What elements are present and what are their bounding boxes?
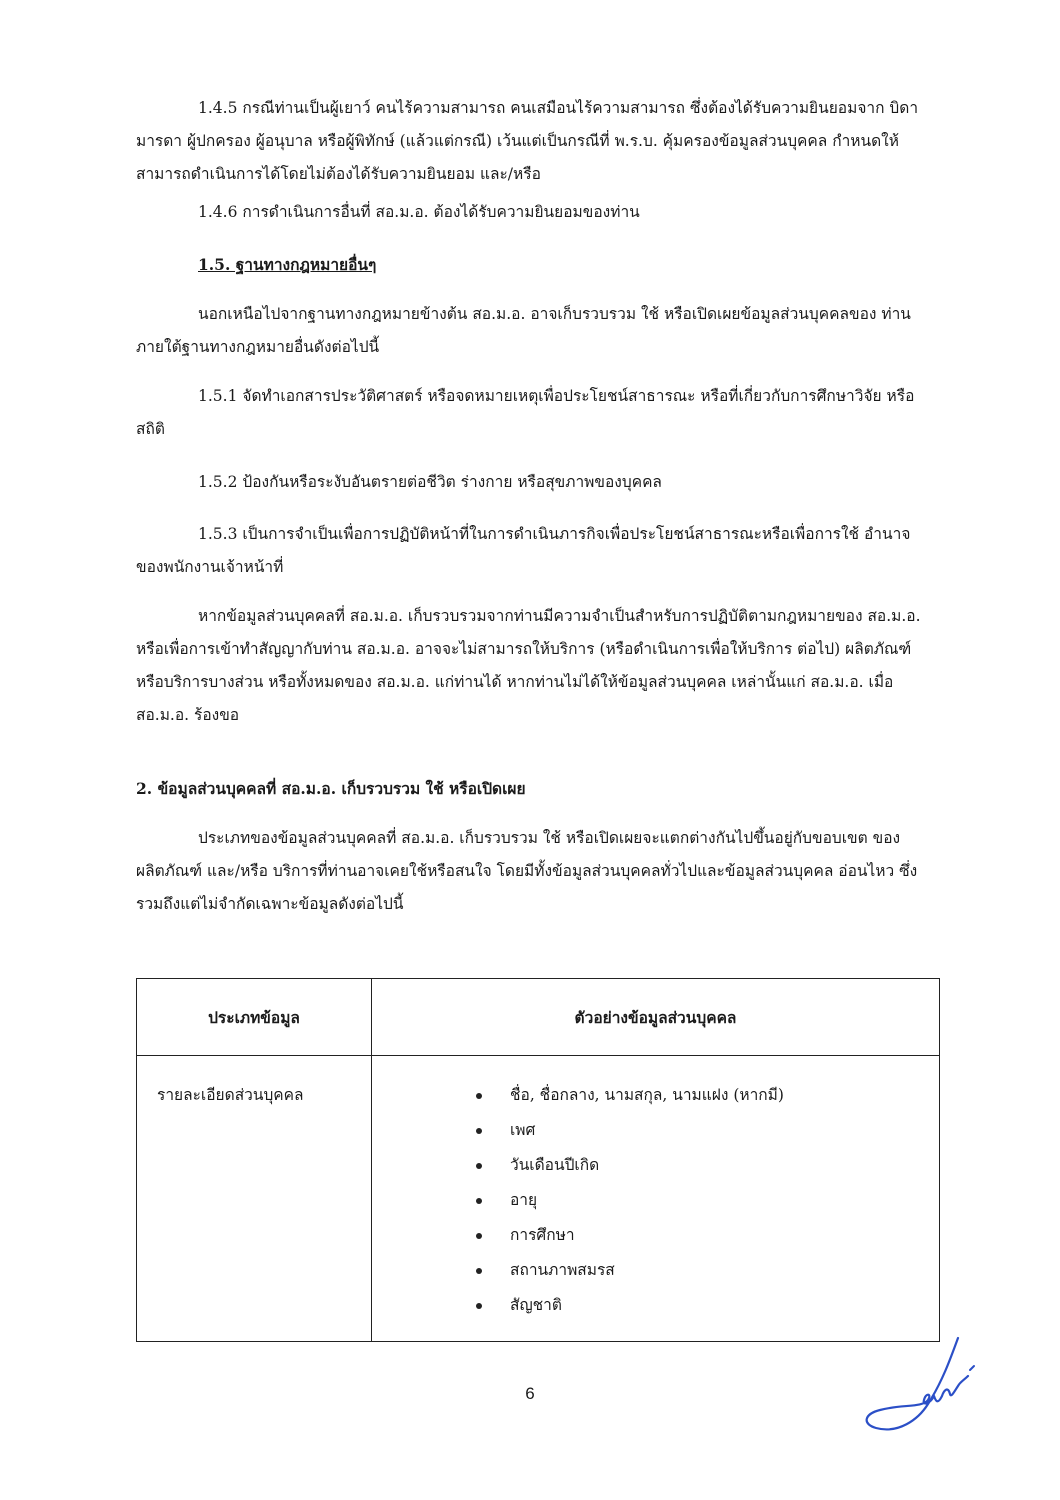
paragraph-section-2-intro: ประเภทของข้อมูลส่วนบุคคลที่ สอ.ม.อ. เก็บรวบรวม ใช้ หรือเปิดเผยจะแตกต่างกันไปขึ้นอยู่กับขอบเขต ของผลิตภัณฑ์ และ/หรือ บริการที่ท่านอาจเคยใช้หรือสนใจ โดยมีทั้งข้อมูลส่วนบุคคลทั่วไปและข้อมูลส่วนบุคคล อ่อนไหว ซึ่งรวมถึงแต่ไม่จำกัดเฉพาะข้อมูลดังต่อไปนี้ <box>136 829 918 913</box>
table-cell-examples <box>372 1056 940 1342</box>
table-header-category: ประเภทข้อมูล <box>137 979 372 1056</box>
list-item <box>472 1078 939 1113</box>
list-item <box>472 1288 939 1323</box>
bullet-icon <box>476 1128 482 1134</box>
list-item-text: สัญชาติ <box>510 1296 562 1314</box>
paragraph-1-5-intro: นอกเหนือไปจากฐานทางกฎหมายข้างต้น สอ.ม.อ. อาจเก็บรวบรวม ใช้ หรือเปิดเผยข้อมูลส่วนบุคคลของ ท่านภายใต้ฐานทางกฎหมายอื่นดังต่อไปนี้ <box>136 305 911 356</box>
table-row <box>137 1056 940 1342</box>
list-item <box>472 1113 939 1148</box>
paragraph-1-5-3: 1.5.3 เป็นการจำเป็นเพื่อการปฏิบัติหน้าที่ในการดำเนินภารกิจเพื่อประโยชน์สาธารณะหรือเพื่อการใช้ อำนาจของพนักงานเจ้าหน้าที่ <box>136 525 911 576</box>
bullet-icon <box>476 1163 482 1169</box>
personal-data-table <box>136 978 940 1342</box>
signature-tick <box>970 1366 974 1370</box>
page-number: 6 <box>525 1384 535 1403</box>
list-item <box>472 1148 939 1183</box>
bullet-icon <box>476 1198 482 1204</box>
list-item-text: การศึกษา <box>510 1226 575 1244</box>
bullet-icon <box>476 1268 482 1274</box>
list-item-text: สถานภาพสมรส <box>510 1261 615 1279</box>
paragraph-1-5-2: 1.5.2 ป้องกันหรือระงับอันตรายต่อชีวิต ร่างกาย หรือสุขภาพของบุคคล <box>198 473 662 491</box>
paragraph-1-4-6: 1.4.6 การดำเนินการอื่นที่ สอ.ม.อ. ต้องได้รับความยินยอมของท่าน <box>198 203 640 221</box>
table-header-examples: ตัวอย่างข้อมูลส่วนบุคคล <box>372 979 940 1056</box>
example-list <box>472 1078 939 1323</box>
list-item <box>472 1183 939 1218</box>
handwritten-signature-icon <box>858 1330 978 1440</box>
paragraph-necessity: หากข้อมูลส่วนบุคคลที่ สอ.ม.อ. เก็บรวบรวมจากท่านมีความจำเป็นสำหรับการปฏิบัติตามกฎหมายของ สอ.ม.อ. หรือเพื่อการเข้าทำสัญญากับท่าน สอ.ม.อ. อาจจะไม่สามารถให้บริการ (หรือดำเนินการเพื่อให้บริการ ต่อไป) ผลิตภัณฑ์หรือบริการบางส่วน หรือทั้งหมดของ สอ.ม.อ. แก่ท่านได้ หากท่านไม่ได้ให้ข้อมูลส่วนบุคคล เหล่านั้นแก่ สอ.ม.อ. เมื่อ สอ.ม.อ. ร้องขอ <box>136 607 921 724</box>
bullet-icon <box>476 1303 482 1309</box>
list-item-text: เพศ <box>510 1121 536 1139</box>
list-item <box>472 1218 939 1253</box>
list-item-text: ชื่อ, ชื่อกลาง, นามสกุล, นามแฝง (หากมี) <box>510 1086 784 1104</box>
table-header-row <box>137 979 940 1056</box>
signature-stroke <box>867 1338 968 1429</box>
bullet-icon <box>476 1093 482 1099</box>
heading-section-2: 2. ข้อมูลส่วนบุคคลที่ สอ.ม.อ. เก็บรวบรวม ใช้ หรือเปิดเผย <box>136 779 526 798</box>
list-item-text: อายุ <box>510 1191 538 1209</box>
heading-1-5: 1.5. ฐานทางกฎหมายอื่นๆ <box>198 255 377 274</box>
paragraph-1-5-1: 1.5.1 จัดทำเอกสารประวัติศาสตร์ หรือจดหมายเหตุเพื่อประโยชน์สาธารณะ หรือที่เกี่ยวกับการศึกษาวิจัย หรือสถิติ <box>136 387 915 438</box>
table-cell-category: รายละเอียดส่วนบุคคล <box>137 1056 372 1342</box>
paragraph-1-4-5: 1.4.5 กรณีท่านเป็นผู้เยาว์ คนไร้ความสามารถ คนเสมือนไร้ความสามารถ ซึ่งต้องได้รับความยินยอมจาก บิดามารดา ผู้ปกครอง ผู้อนุบาล หรือผู้พิทักษ์ (แล้วแต่กรณี) เว้นแต่เป็นกรณีที่ พ.ร.บ. คุ้มครองข้อมูลส่วนบุคคล กำหนดให้สามารถดำเนินการได้โดยไม่ต้องได้รับความยินยอม และ/หรือ <box>136 99 919 183</box>
list-item <box>472 1253 939 1288</box>
bullet-icon <box>476 1233 482 1239</box>
list-item-text: วันเดือนปีเกิด <box>510 1156 600 1174</box>
